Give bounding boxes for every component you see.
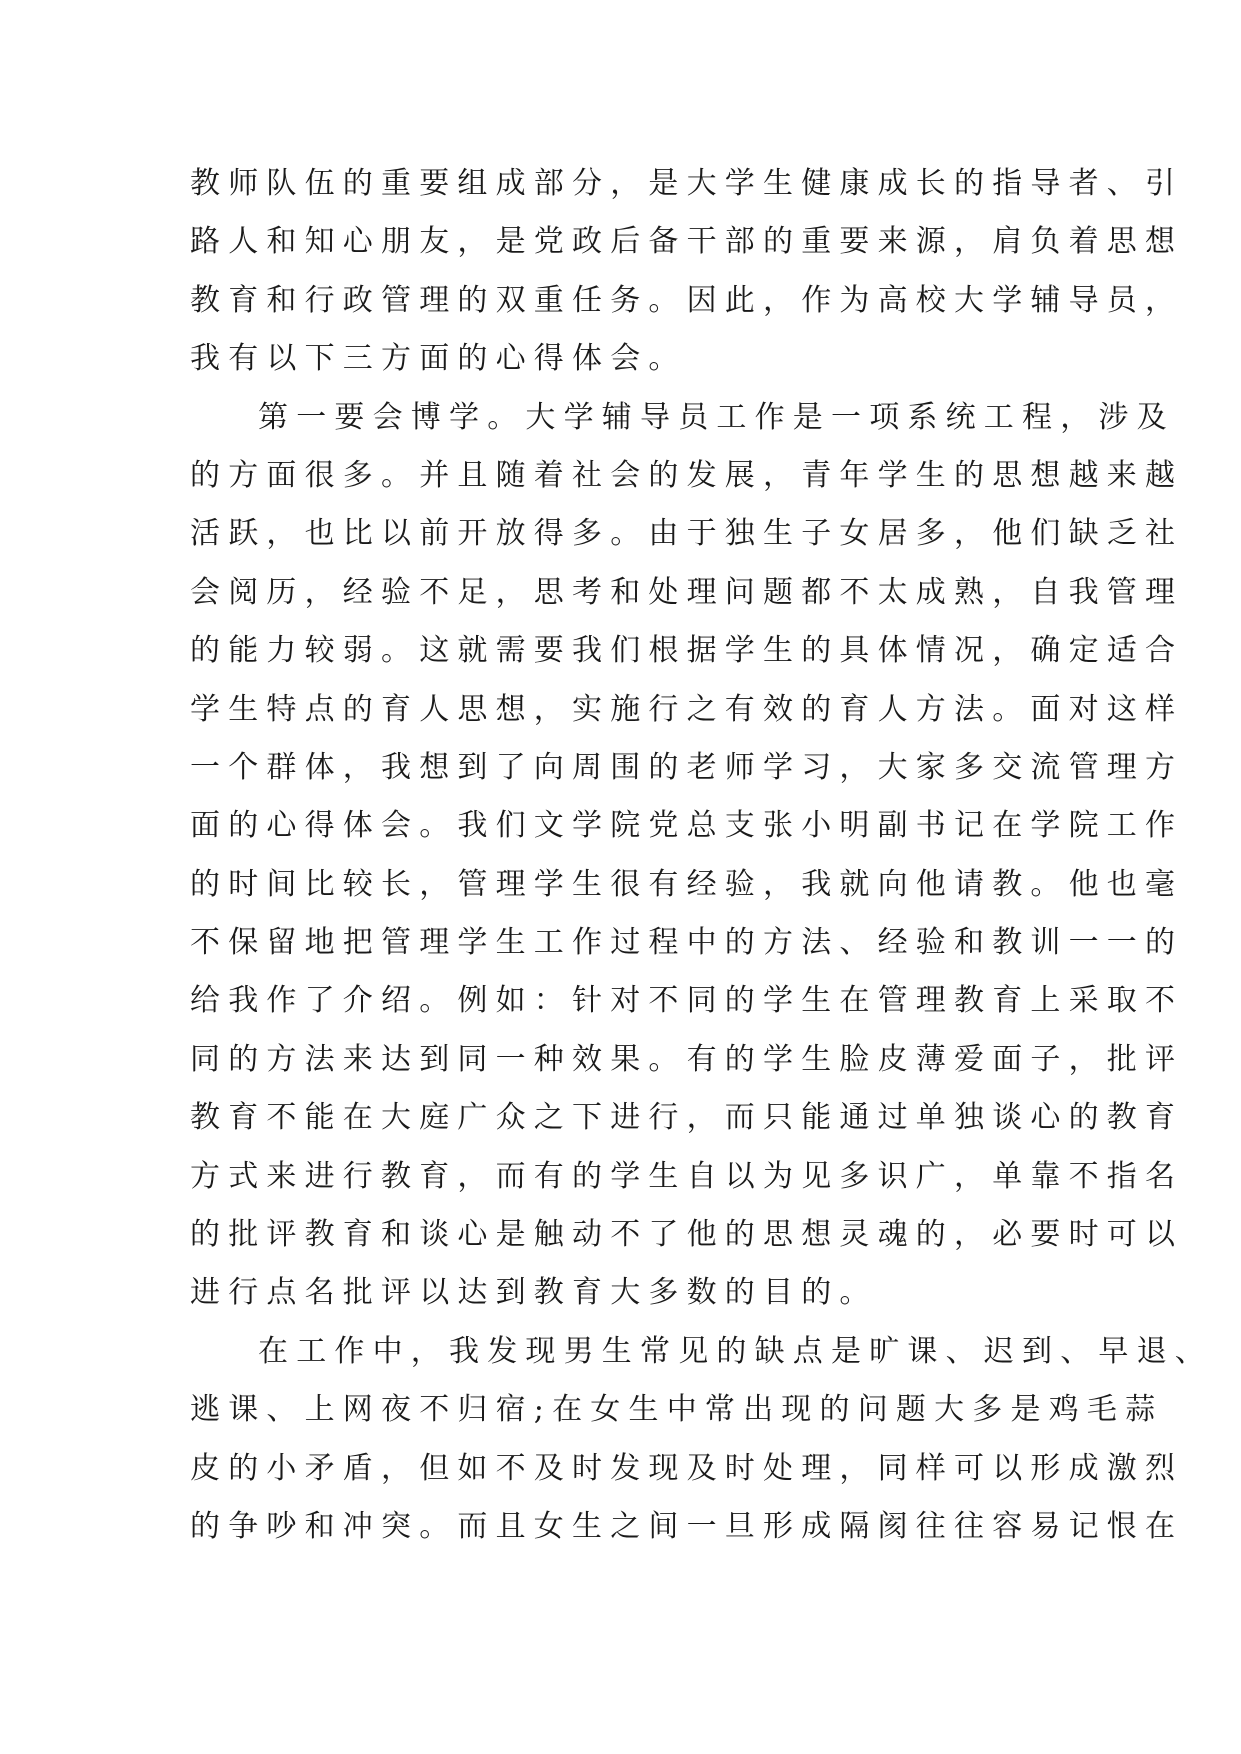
text-line: 学生特点的育人思想，实施行之有效的育人方法。面对这样: [190, 691, 1184, 727]
body-text: [190, 155, 1213, 1556]
text-line: 教育和行政管理的双重任务。因此，作为高校大学辅导员，: [190, 282, 1184, 318]
text-line: 的争吵和冲突。而且女生之间一旦形成隔阂往往容易记恨在: [190, 1508, 1184, 1544]
text-line: 活跃，也比以前开放得多。由于独生子女居多，他们缺乏社: [190, 516, 1184, 552]
text-line: 路人和知心朋友，是党政后备干部的重要来源，肩负着思想: [190, 224, 1184, 260]
text-line: 的方面很多。并且随着社会的发展，青年学生的思想越来越: [190, 457, 1184, 493]
text-line: 教师队伍的重要组成部分，是大学生健康成长的指导者、引: [190, 166, 1184, 201]
text-line: 一个群体，我想到了向周围的老师学习，大家多交流管理方: [190, 749, 1184, 785]
text-line: 的批评教育和谈心是触动不了他的思想灵魂的，必要时可以: [190, 1217, 1184, 1253]
text-line: 第一要会博学。大学辅导员工作是一项系统工程，涉及: [258, 399, 1175, 435]
text-line: 的能力较弱。这就需要我们根据学生的具体情况，确定适合: [190, 633, 1184, 669]
text-line: 我有以下三方面的心得体会。: [190, 341, 687, 377]
text-line: 教育不能在大庭广众之下进行，而只能通过单独谈心的教育: [190, 1100, 1184, 1136]
text-line: 不保留地把管理学生工作过程中的方法、经验和教训一一的: [190, 925, 1184, 961]
text-line: 方式来进行教育，而有的学生自以为见多识广，单靠不指名: [190, 1158, 1184, 1194]
text-line: 的时间比较长，管理学生很有经验，我就向他请教。他也毫: [190, 866, 1184, 902]
text-line: 皮的小矛盾，但如不及时发现及时处理，同样可以形成激烈: [190, 1450, 1184, 1486]
text-line: 会阅历，经验不足，思考和处理问题都不太成熟，自我管理: [190, 574, 1184, 610]
text-line: 面的心得体会。我们文学院党总支张小明副书记在学院工作: [190, 808, 1184, 844]
text-line: 同的方法来达到同一种效果。有的学生脸皮薄爱面子，批评: [190, 1041, 1184, 1077]
text-line: 进行点名批评以达到教育大多数的目的。: [190, 1275, 878, 1311]
text-line: 在工作中，我发现男生常见的缺点是旷课、迟到、早退、: [258, 1333, 1213, 1369]
text-line: 逃课、上网夜不归宿;在女生中常出现的问题大多是鸡毛蒜: [190, 1392, 1164, 1428]
text-line: 给我作了介绍。例如：针对不同的学生在管理教育上采取不: [190, 983, 1184, 1019]
